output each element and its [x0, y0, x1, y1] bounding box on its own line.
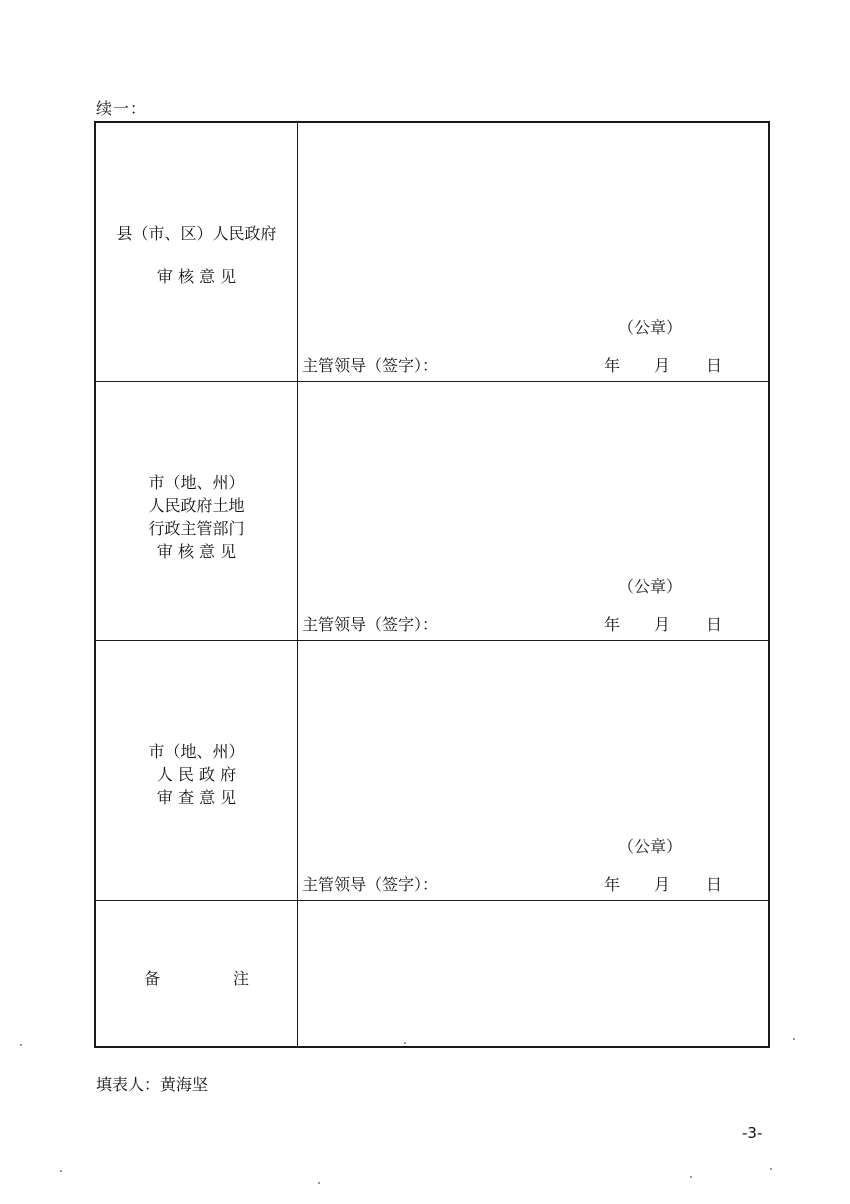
scan-speck	[770, 1168, 772, 1170]
city-government-review-opinion-cell[interactable]	[298, 641, 768, 900]
city-land-review-opinion-cell[interactable]	[298, 382, 768, 640]
official-seal-label: （公章）	[618, 577, 683, 596]
date-month-label: 月	[654, 356, 671, 375]
section-label-line: 市（地、州）	[148, 742, 245, 761]
remarks-label: 备 注	[143, 969, 284, 988]
continued-label: 续一：	[96, 99, 148, 118]
section-label-line: 县（市、区）人民政府	[116, 224, 277, 243]
county-review-opinion-cell[interactable]	[298, 123, 768, 381]
city-government-review-row	[96, 641, 768, 901]
city-land-review-label-cell	[96, 382, 298, 640]
date-month-label: 月	[654, 615, 671, 634]
official-seal-label: （公章）	[618, 837, 683, 856]
remarks-row	[96, 901, 768, 1046]
date-year-label: 年	[604, 615, 621, 634]
scan-speck	[793, 1038, 795, 1040]
county-review-row	[96, 123, 768, 382]
form-filler: 填表人：黄海坚	[96, 1075, 209, 1094]
date-year-label: 年	[604, 356, 621, 375]
scan-speck	[60, 1170, 62, 1172]
section-label-line: 审 核 意 见	[156, 542, 237, 561]
scan-speck	[318, 1182, 320, 1184]
date-day-label: 日	[706, 356, 723, 375]
section-label-line: 人 民 政 府	[156, 765, 237, 784]
city-government-review-label-cell	[96, 641, 298, 900]
page-number: -3-	[742, 1124, 763, 1142]
section-label-line: 市（地、州）	[148, 473, 245, 492]
remarks-content-cell[interactable]	[298, 901, 768, 1046]
remarks-label-cell	[96, 901, 298, 1046]
supervisor-signature-label: 主管领导（签字）：	[302, 356, 439, 375]
date-day-label: 日	[706, 615, 723, 634]
scan-speck	[690, 1176, 692, 1178]
supervisor-signature-label: 主管领导（签字）：	[302, 875, 439, 894]
section-label-line: 审 核 意 见	[156, 267, 237, 286]
section-label-line: 人民政府土地	[148, 496, 245, 515]
city-land-review-row	[96, 382, 768, 641]
date-month-label: 月	[654, 875, 671, 894]
section-label-line: 行政主管部门	[148, 519, 245, 538]
date-year-label: 年	[604, 875, 621, 894]
county-review-label-cell	[96, 123, 298, 381]
scan-speck	[404, 1042, 406, 1044]
scan-speck	[20, 1044, 22, 1046]
official-seal-label: （公章）	[618, 318, 683, 337]
section-label-line: 审 查 意 见	[156, 788, 237, 807]
supervisor-signature-label: 主管领导（签字）：	[302, 615, 439, 634]
date-day-label: 日	[706, 875, 723, 894]
approval-form-table	[94, 121, 770, 1048]
